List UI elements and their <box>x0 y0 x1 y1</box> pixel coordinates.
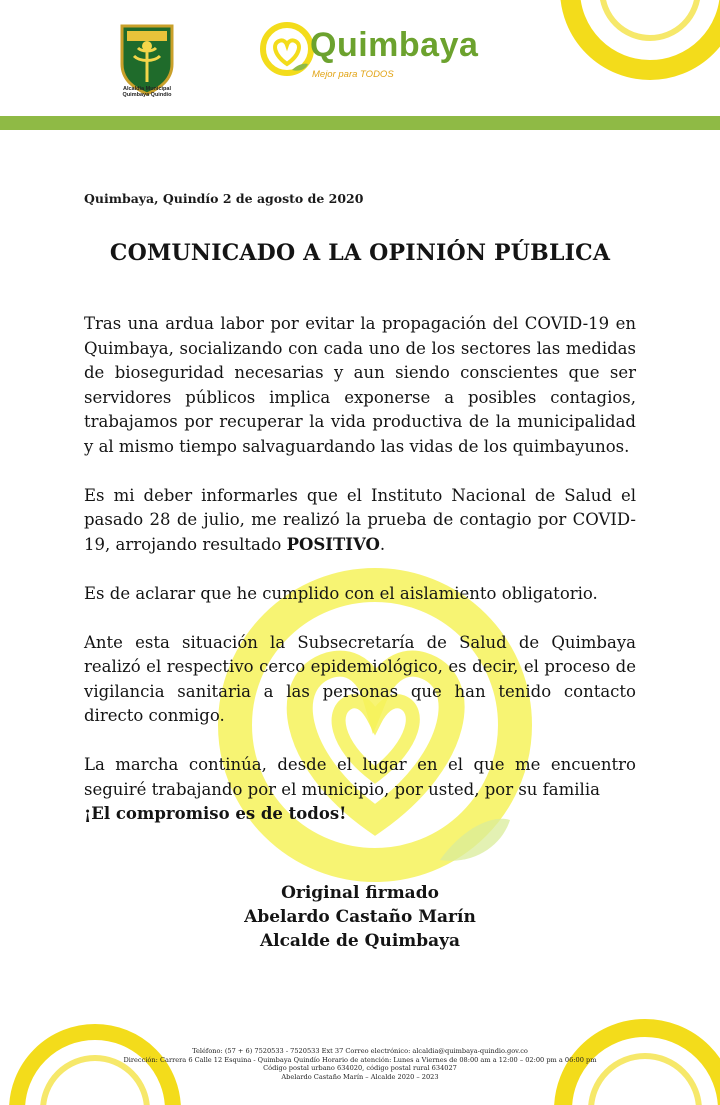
signature-title: Alcalde de Quimbaya <box>259 931 461 951</box>
paragraph-1: Tras una ardua labor por evitar la propagación del COVID-19 en Quimbaya, socializando con cada uno de los sectores las medidas de bioseguridad necesarias y aun siendo conscientes que ser servidores públicos implica exponerse a posibles contagios, trabajamos por recuperar la vida productiva de la municipalidad y al mismo tiempo salvaguardando las vidas de los quimbayunos. <box>84 314 636 456</box>
document-title: COMUNICADO A LA OPINIÓN PÚBLICA <box>109 240 611 266</box>
municipal-caption <box>106 86 188 98</box>
signature-name: Abelardo Castaño Marín <box>244 907 476 927</box>
footer-line3: Código postal urbano 634020, código postal rural 634027 <box>263 1064 457 1073</box>
document-body <box>84 312 636 827</box>
paragraph-3: Es de aclarar que he cumplido con el aislamiento obligatorio. <box>84 583 598 603</box>
signature-line1: Original firmado <box>281 883 439 903</box>
closing-slogan: ¡El compromiso es de todos! <box>84 804 347 823</box>
footer-line2: Dirección: Carrera 6 Calle 12 Esquina - Quimbaya Quindío Horario de atención: Lunes a Viernes de 08:00 am a 12:00 – 02:00 pm a 06:00 pm <box>123 1055 597 1064</box>
paragraph-5 <box>84 753 636 827</box>
letterhead <box>0 0 720 130</box>
footer-contact <box>84 1047 636 1081</box>
brand-tagline: Mejor para TODOS <box>312 69 394 80</box>
signature-block <box>84 881 636 953</box>
paragraph-2 <box>84 484 636 558</box>
result-positive: POSITIVO <box>286 534 380 554</box>
footer-line4: Abelardo Castaño Marín – Alcalde 2020 – 2023 <box>281 1072 439 1081</box>
header-divider <box>0 116 720 130</box>
paragraph-5-text: La marcha continúa, desde el lugar en el que me encuentro seguiré trabajando por el municipio, por usted, por su familia <box>84 755 636 799</box>
brand-logo <box>258 20 479 90</box>
municipal-caption-line2: Quimbaya Quindío <box>122 92 172 98</box>
brand-name: Quimbaya <box>310 26 479 64</box>
municipal-caption-line1: Alcaldía Municipal <box>123 86 171 92</box>
footer-line1: Teléfono: (57 + 6) 7520533 - 7520533 Ext 37 Correo electrónico: alcaldia@quimbaya-quindio.gov.co <box>192 1047 528 1055</box>
paragraph-2-end: . <box>379 534 386 554</box>
paragraph-4: Ante esta situación la Subsecretaría de Salud de Quimbaya realizó el respectivo cerco epidemiológico, es decir, el proceso de vigilancia sanitaria a las personas que han tenido contacto directo conmigo. <box>84 632 636 725</box>
heart-ring-icon <box>258 20 316 78</box>
document-date: Quimbaya, Quindío 2 de agosto de 2020 <box>84 191 364 206</box>
paragraph-2-text: Es mi deber informarles que el Instituto Nacional de Salud el pasado 28 de julio, me realizó la prueba de contagio por COVID-19, arrojando resultado <box>84 485 636 554</box>
